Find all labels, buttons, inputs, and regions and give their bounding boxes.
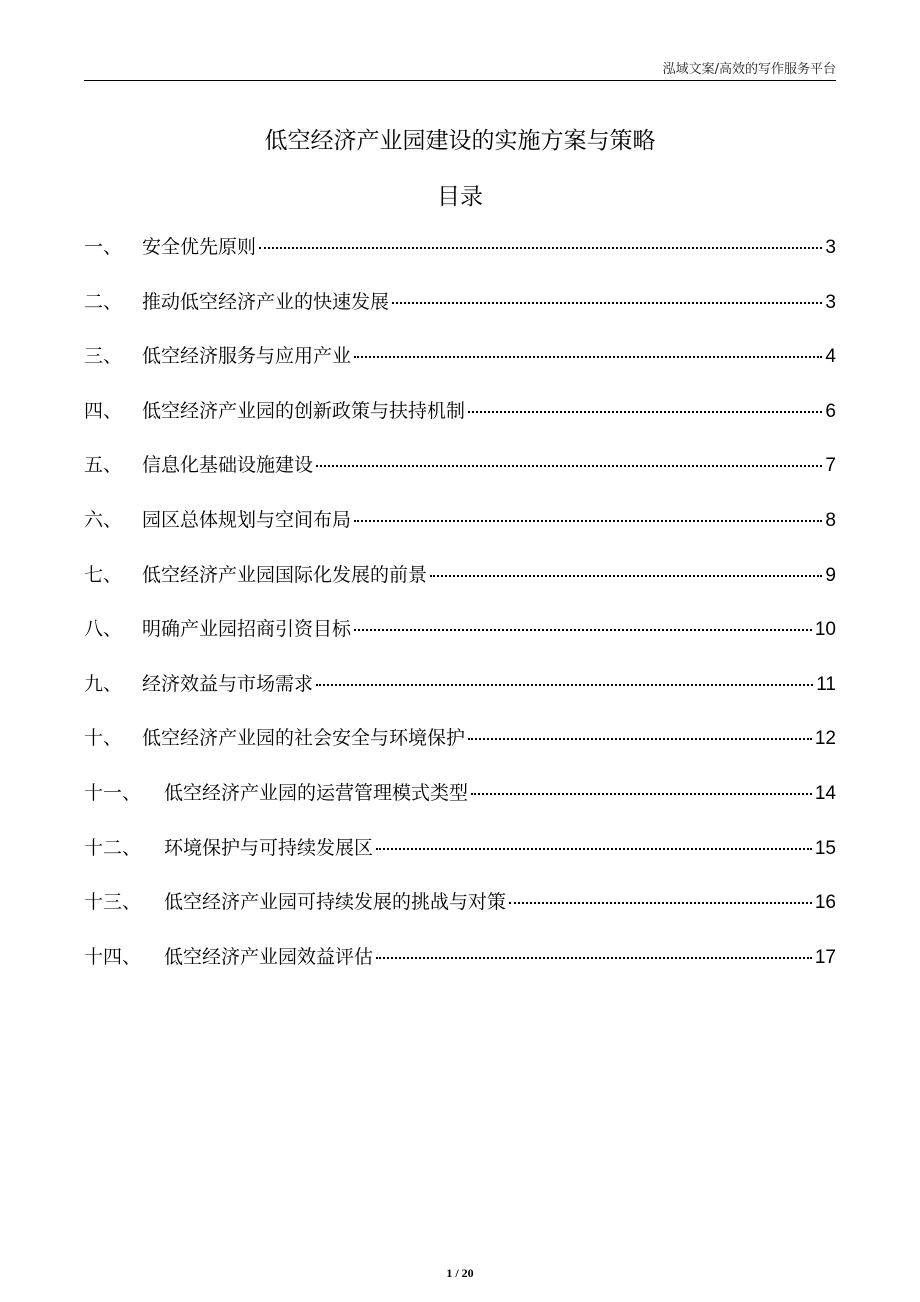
toc-heading: 目录 [437,184,483,210]
toc-entry-title: 环境保护与可持续发展区 [164,836,374,859]
toc-dot-leader [376,848,812,850]
toc-entry-title: 低空经济产业园国际化发展的前景 [142,563,428,586]
toc-entry-title: 园区总体规划与空间布局 [142,508,352,531]
toc-entry-number: 七、 [84,563,123,586]
toc-entry-title: 低空经济产业园可持续发展的挑战与对策 [164,891,507,914]
toc-entry-page: 14 [814,782,836,804]
toc-entry-number: 五、 [84,454,123,477]
toc-entry-number: 十三、 [84,891,142,914]
toc-dot-leader [316,465,822,467]
toc-entry-number: 三、 [84,345,123,368]
toc-entry-page: 3 [825,291,836,313]
toc-entry-title: 信息化基础设施建设 [142,454,314,477]
toc-dot-leader [468,738,812,740]
toc-entry-page: 12 [814,728,836,750]
toc-dot-leader [316,684,813,686]
toc-entry[interactable] [84,505,836,560]
toc-entry-title: 经济效益与市场需求 [142,672,314,695]
toc-entry-page: 11 [816,673,836,695]
toc-entry-page: 8 [825,509,836,531]
toc-entry-page: 10 [814,619,836,641]
toc-dot-leader [430,575,822,577]
toc-dot-leader [376,957,812,959]
toc-entry[interactable] [84,560,836,615]
toc-entry-page: 15 [814,837,836,859]
toc-entry-number: 十四、 [84,945,142,968]
toc-entry-title: 推动低空经济产业的快速发展 [142,290,390,313]
toc-entry-page: 6 [825,400,836,422]
toc-entry[interactable] [84,341,836,396]
toc-entry-number: 一、 [84,236,123,258]
toc-entry-number: 八、 [84,618,123,641]
toc-dot-leader [354,356,822,358]
toc-dot-leader [509,902,812,904]
toc-entry-number: 九、 [84,672,123,695]
toc-entry[interactable] [84,778,836,833]
toc-entry-page: 3 [825,237,836,258]
toc-entry-page: 4 [825,346,836,368]
toc-entry-title: 低空经济产业园的社会安全与环境保护 [142,727,466,750]
toc-dot-leader [392,302,822,304]
document-title: 低空经济产业园建设的实施方案与策略 [264,128,656,154]
toc-entry-page: 7 [825,455,836,477]
toc-entry-page: 16 [814,892,836,914]
toc-entry[interactable] [84,942,836,997]
toc-entry-page: 17 [814,946,836,968]
toc-entry-title: 低空经济产业园的创新政策与扶持机制 [142,399,466,422]
page-header-text: 泓域文案/高效的写作服务平台 [662,62,836,77]
toc-entry[interactable] [84,669,836,724]
toc-entry-page: 9 [825,564,836,586]
toc-entry-title: 低空经济产业园的运营管理模式类型 [164,781,469,804]
toc-entry-number: 十一、 [84,781,142,804]
toc-entry-title: 明确产业园招商引资目标 [142,618,352,641]
table-of-contents [84,232,836,996]
toc-entry-title: 低空经济服务与应用产业 [142,345,352,368]
toc-entry-title: 安全优先原则 [142,236,257,258]
toc-entry-number: 四、 [84,399,123,422]
toc-entry[interactable] [84,614,836,669]
toc-entry[interactable] [84,287,836,342]
toc-dot-leader [259,247,822,249]
page-number: 1 / 20 [446,1266,474,1280]
toc-dot-leader [468,411,822,413]
header-divider [84,80,836,81]
toc-dot-leader [354,520,822,522]
toc-entry[interactable] [84,396,836,451]
toc-dot-leader [354,629,812,631]
toc-entry-title: 低空经济产业园效益评估 [164,945,374,968]
toc-entry[interactable] [84,232,836,287]
toc-entry[interactable] [84,723,836,778]
toc-entry-number: 十二、 [84,836,142,859]
toc-entry[interactable] [84,887,836,942]
toc-dot-leader [471,793,812,795]
toc-entry[interactable] [84,450,836,505]
toc-entry-number: 十、 [84,727,123,750]
toc-entry-number: 六、 [84,508,123,531]
toc-entry-number: 二、 [84,290,123,313]
toc-entry[interactable] [84,833,836,888]
